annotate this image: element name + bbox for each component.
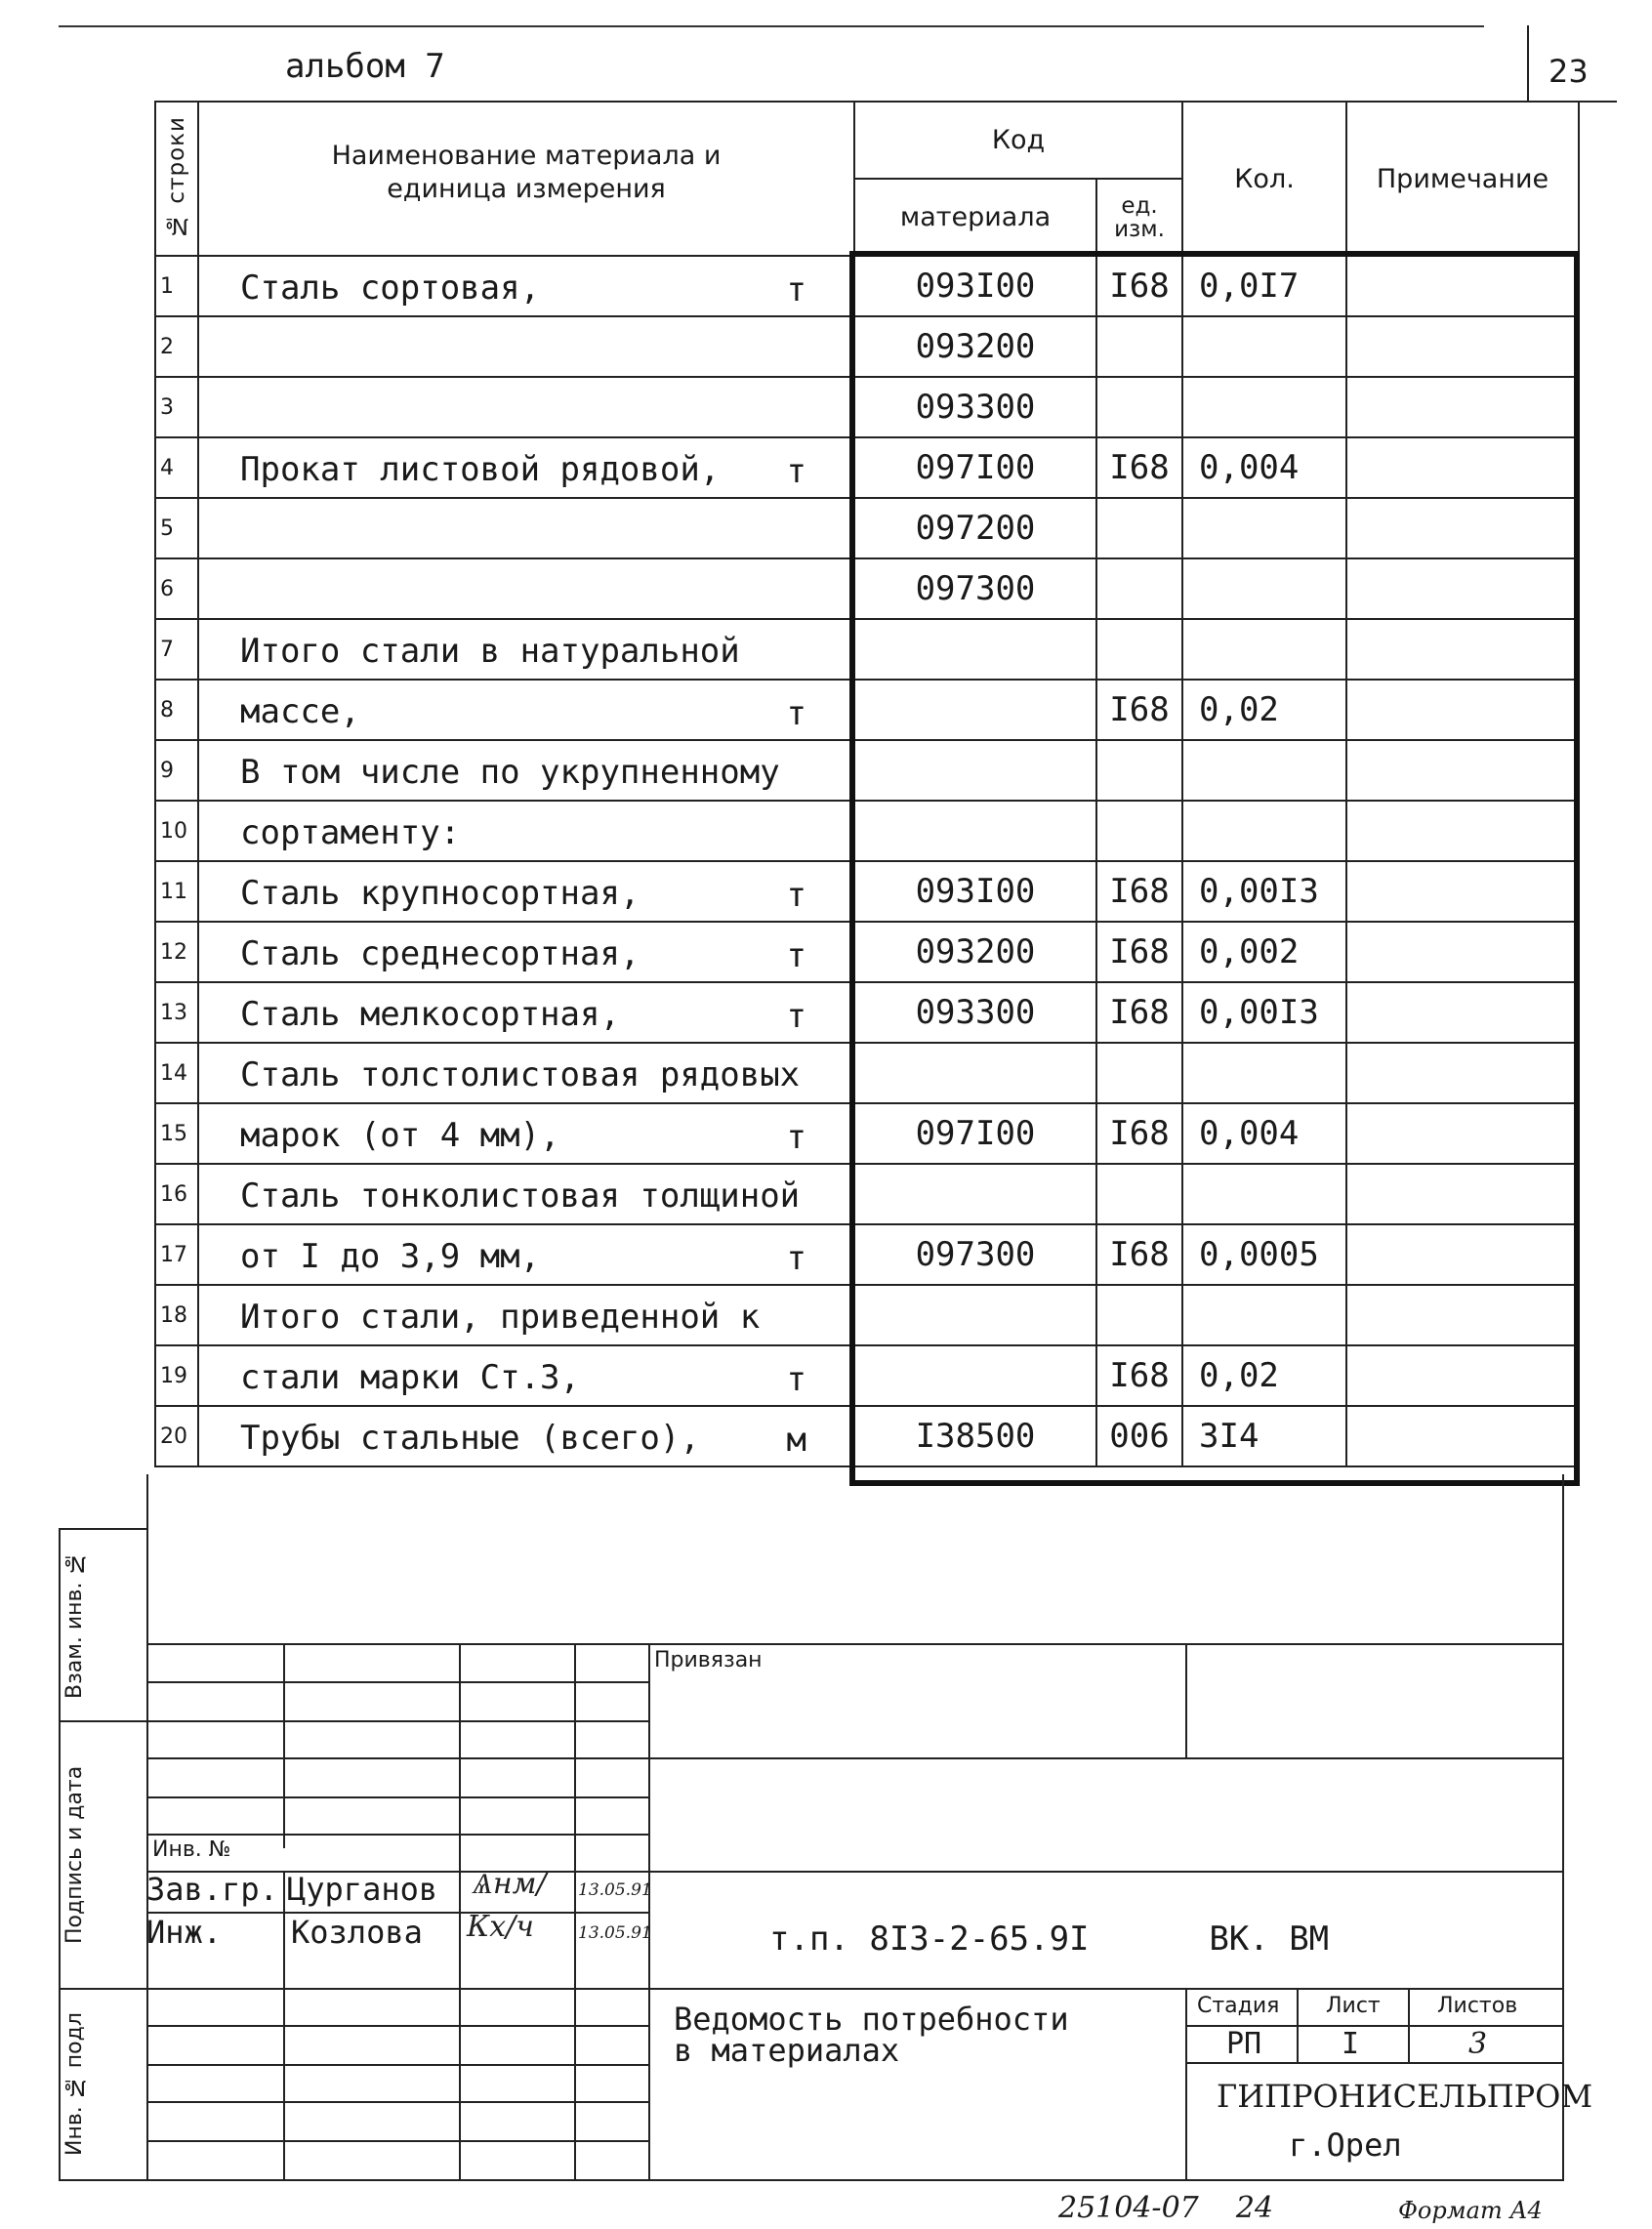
- material-code: [854, 801, 1096, 861]
- row-number: 8: [155, 680, 198, 740]
- material-name-cell: [198, 498, 854, 558]
- row-number: 2: [155, 316, 198, 377]
- unit-label: т: [786, 694, 806, 733]
- material-code: 093300: [854, 377, 1096, 437]
- quantity: [1182, 619, 1346, 680]
- table-row: [155, 1164, 1579, 1224]
- name-1: Цурганов: [287, 1871, 438, 1908]
- quantity: 0,002: [1182, 922, 1346, 982]
- unit-code: [1096, 801, 1182, 861]
- row-number: 13: [155, 982, 198, 1043]
- signature-2: Кх/ч: [467, 1910, 534, 1944]
- material-name-cell: [198, 1406, 854, 1466]
- note-cell: [1346, 1043, 1579, 1103]
- material-name-cell: [198, 256, 854, 316]
- unit-code: [1096, 1164, 1182, 1224]
- material-name-cell: [198, 377, 854, 437]
- side-label-podpis: Подпись и дата: [62, 1765, 87, 1945]
- unit-code: [1096, 316, 1182, 377]
- note-cell: [1346, 1164, 1579, 1224]
- doc-title: Ведомость потребности в материалах: [674, 2001, 1069, 2069]
- role-2: Инж.: [146, 1914, 223, 1951]
- material-code: [854, 1164, 1096, 1224]
- unit-label: м: [786, 1421, 806, 1460]
- table-row: [155, 861, 1579, 922]
- material-code: [854, 619, 1096, 680]
- note-cell: [1346, 1285, 1579, 1345]
- unit-code: 006: [1096, 1406, 1182, 1466]
- unit-code: [1096, 498, 1182, 558]
- unit-label: т: [786, 1118, 806, 1157]
- note-cell: [1346, 1345, 1579, 1406]
- quantity: 0,004: [1182, 437, 1346, 498]
- page-number: 23: [1549, 53, 1589, 90]
- material-name-cell: [198, 982, 854, 1043]
- material-name: Трубы стальные (всего),: [240, 1419, 700, 1458]
- unit-label: т: [786, 936, 806, 975]
- row-number: 1: [155, 256, 198, 316]
- row-number: 11: [155, 861, 198, 922]
- material-code: 097200: [854, 498, 1096, 558]
- table-row: [155, 982, 1579, 1043]
- material-name-cell: [198, 1164, 854, 1224]
- material-name-cell: [198, 922, 854, 982]
- unit-label: т: [786, 452, 806, 491]
- unit-code: I68: [1096, 861, 1182, 922]
- material-code: [854, 740, 1096, 801]
- note-cell: [1346, 498, 1579, 558]
- note-cell: [1346, 1224, 1579, 1285]
- material-code: [854, 1043, 1096, 1103]
- table-row: [155, 619, 1579, 680]
- sheets-value: 3: [1468, 2027, 1488, 2061]
- material-name-cell: [198, 1103, 854, 1164]
- material-code: 093300: [854, 982, 1096, 1043]
- stage-label: Стадия: [1197, 1994, 1280, 2018]
- material-name-cell: [198, 1345, 854, 1406]
- privyazan-label: Привязан: [654, 1648, 763, 1672]
- material-name: от I до 3,9 мм,: [240, 1237, 541, 1276]
- row-number: 20: [155, 1406, 198, 1466]
- material-name: Сталь крупносортная,: [240, 874, 640, 913]
- table-row: [155, 437, 1579, 498]
- material-code: [854, 680, 1096, 740]
- row-number: 18: [155, 1285, 198, 1345]
- table-row: [155, 256, 1579, 316]
- unit-label: т: [786, 1239, 806, 1278]
- quantity: [1182, 377, 1346, 437]
- quantity: 3I4: [1182, 1406, 1346, 1466]
- side-label-vzam: Взам. инв. №: [62, 1550, 87, 1699]
- footer-format: Формат А4: [1398, 2197, 1543, 2224]
- material-name: Сталь мелкосортная,: [240, 995, 620, 1034]
- unit-label: т: [786, 270, 806, 310]
- material-name-cell: [198, 801, 854, 861]
- quantity: 0,02: [1182, 680, 1346, 740]
- note-cell: [1346, 558, 1579, 619]
- note-cell: [1346, 740, 1579, 801]
- unit-code: I68: [1096, 922, 1182, 982]
- row-number: 5: [155, 498, 198, 558]
- material-code: 093I00: [854, 256, 1096, 316]
- quantity: [1182, 801, 1346, 861]
- material-code: [854, 1285, 1096, 1345]
- quantity: 0,0005: [1182, 1224, 1346, 1285]
- material-code: 097300: [854, 558, 1096, 619]
- quantity: [1182, 498, 1346, 558]
- quantity: [1182, 1043, 1346, 1103]
- quantity: 0,00I3: [1182, 982, 1346, 1043]
- unit-label: т: [786, 997, 806, 1036]
- material-name: Сталь среднесортная,: [240, 934, 640, 973]
- note-cell: [1346, 861, 1579, 922]
- quantity: [1182, 558, 1346, 619]
- row-number: 7: [155, 619, 198, 680]
- note-cell: [1346, 377, 1579, 437]
- note-cell: [1346, 437, 1579, 498]
- city: г.Орел: [1289, 2126, 1402, 2164]
- material-code: 093I00: [854, 861, 1096, 922]
- unit-code: I68: [1096, 680, 1182, 740]
- row-number: 14: [155, 1043, 198, 1103]
- material-name-cell: [198, 558, 854, 619]
- note-cell: [1346, 801, 1579, 861]
- role-1: Зав.гр.: [146, 1871, 278, 1908]
- header-material: материала: [854, 179, 1096, 256]
- row-number: 9: [155, 740, 198, 801]
- inv-no-label: Инв. №: [152, 1837, 231, 1862]
- material-name-cell: [198, 1285, 854, 1345]
- unit-code: I68: [1096, 1103, 1182, 1164]
- materials-table: [154, 101, 1580, 1467]
- row-number: 19: [155, 1345, 198, 1406]
- table-row: [155, 1103, 1579, 1164]
- material-code: 093200: [854, 922, 1096, 982]
- sheet-value: I: [1342, 2027, 1360, 2061]
- table-row: [155, 377, 1579, 437]
- quantity: 0,02: [1182, 1345, 1346, 1406]
- unit-code: I68: [1096, 982, 1182, 1043]
- quantity: 0,0I7: [1182, 256, 1346, 316]
- table-row: [155, 1345, 1579, 1406]
- side-label-inv: Инв. № подл: [62, 2012, 87, 2157]
- table-row: [155, 680, 1579, 740]
- quantity: [1182, 1164, 1346, 1224]
- table-row: [155, 316, 1579, 377]
- date-2: 13.05.91: [578, 1923, 652, 1943]
- table-row: [155, 498, 1579, 558]
- table-row: [155, 1224, 1579, 1285]
- row-number: 6: [155, 558, 198, 619]
- material-name: стали марки Ст.3,: [240, 1358, 580, 1397]
- unit-label: т: [786, 1360, 806, 1399]
- album-label: альбом 7: [285, 47, 445, 86]
- unit-code: [1096, 619, 1182, 680]
- note-cell: [1346, 619, 1579, 680]
- doc-code: т.п. 8I3-2-65.9I ВК. ВМ: [769, 1919, 1330, 1959]
- material-name: массе,: [240, 692, 360, 731]
- quantity: 0,004: [1182, 1103, 1346, 1164]
- material-name-cell: [198, 1224, 854, 1285]
- note-cell: [1346, 1103, 1579, 1164]
- table-row: [155, 1406, 1579, 1466]
- sheet-label: Лист: [1326, 1994, 1381, 2018]
- row-number: 15: [155, 1103, 198, 1164]
- header-row-no: [155, 102, 198, 256]
- header-unit: ед. изм.: [1096, 179, 1182, 256]
- table-row: [155, 922, 1579, 982]
- header-qty: Кол.: [1182, 102, 1346, 256]
- row-number: 16: [155, 1164, 198, 1224]
- table-row: [155, 801, 1579, 861]
- material-name: В том числе по укрупненному: [240, 753, 780, 792]
- name-2: Козлова: [291, 1914, 423, 1951]
- material-code: 093200: [854, 316, 1096, 377]
- material-code: [854, 1345, 1096, 1406]
- material-name-cell: [198, 1043, 854, 1103]
- signature-1: Ѧнм/: [473, 1867, 547, 1901]
- organization: ГИПРОНИСЕЛЬПРОМ: [1217, 2078, 1593, 2115]
- material-name-cell: [198, 680, 854, 740]
- quantity: [1182, 316, 1346, 377]
- material-name-cell: [198, 437, 854, 498]
- header-code: Код: [854, 102, 1182, 179]
- unit-label: т: [786, 876, 806, 915]
- material-name-cell: [198, 861, 854, 922]
- row-number: 10: [155, 801, 198, 861]
- note-cell: [1346, 1406, 1579, 1466]
- table-row: [155, 558, 1579, 619]
- unit-code: [1096, 558, 1182, 619]
- note-cell: [1346, 982, 1579, 1043]
- row-number: 3: [155, 377, 198, 437]
- footer-stamp: 25104-07 24: [1058, 2191, 1274, 2225]
- quantity: 0,00I3: [1182, 861, 1346, 922]
- table-row: [155, 1285, 1579, 1345]
- table-row: [155, 740, 1579, 801]
- material-name: Сталь толстолистовая рядовых: [240, 1055, 801, 1094]
- material-name: Прокат листовой рядовой,: [240, 450, 721, 489]
- row-number: 4: [155, 437, 198, 498]
- quantity: [1182, 740, 1346, 801]
- sheets-label: Листов: [1437, 1994, 1518, 2018]
- unit-code: [1096, 1043, 1182, 1103]
- unit-code: I68: [1096, 1345, 1182, 1406]
- material-name-cell: [198, 316, 854, 377]
- header-row-no-text: № строки: [164, 115, 189, 238]
- material-name: Сталь сортовая,: [240, 268, 541, 308]
- unit-code: [1096, 377, 1182, 437]
- material-name: Итого стали в натуральной: [240, 632, 740, 671]
- unit-code: [1096, 1285, 1182, 1345]
- stage-value: РП: [1226, 2027, 1262, 2061]
- material-name: сортаменту:: [240, 813, 461, 852]
- note-cell: [1346, 316, 1579, 377]
- unit-code: I68: [1096, 256, 1182, 316]
- note-cell: [1346, 680, 1579, 740]
- header-name: Наименование материала и единица измерения: [198, 102, 854, 256]
- row-number: 17: [155, 1224, 198, 1285]
- material-name-cell: [198, 619, 854, 680]
- material-name: Итого стали, приведенной к: [240, 1298, 761, 1337]
- material-name-cell: [198, 740, 854, 801]
- row-number: 12: [155, 922, 198, 982]
- unit-code: [1096, 740, 1182, 801]
- material-name: марок (от 4 мм),: [240, 1116, 560, 1155]
- unit-code: I68: [1096, 437, 1182, 498]
- material-code: 097I00: [854, 1103, 1096, 1164]
- unit-code: I68: [1096, 1224, 1182, 1285]
- material-code: 097300: [854, 1224, 1096, 1285]
- note-cell: [1346, 922, 1579, 982]
- material-name: Сталь тонколистовая толщиной: [240, 1176, 801, 1216]
- material-code: 097I00: [854, 437, 1096, 498]
- table-row: [155, 1043, 1579, 1103]
- material-code: I38500: [854, 1406, 1096, 1466]
- header-note: Примечание: [1346, 102, 1579, 256]
- date-1: 13.05.91: [578, 1880, 652, 1900]
- quantity: [1182, 1285, 1346, 1345]
- note-cell: [1346, 256, 1579, 316]
